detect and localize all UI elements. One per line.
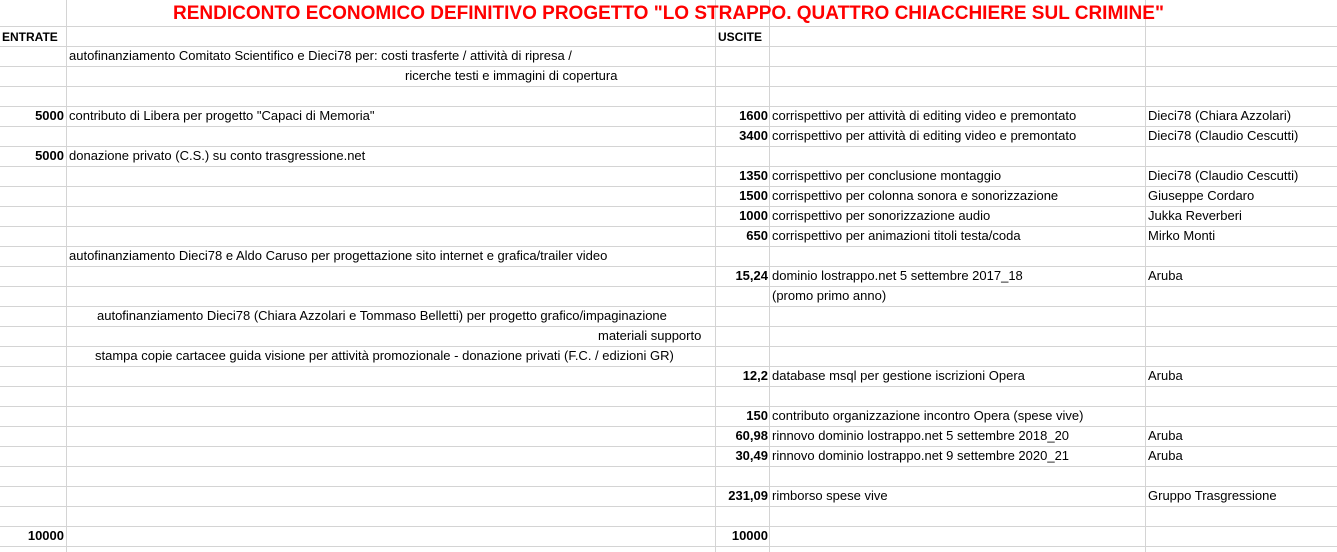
uscite-description: rinnovo dominio lostrappo.net 9 settembre 2020_21 (772, 448, 1070, 463)
grid-row-line (0, 66, 1337, 67)
grid-row-line (0, 426, 1337, 427)
uscite-amount: 3400 (739, 128, 768, 143)
grid-row-line (0, 26, 1337, 27)
uscite-recipient: Dieci78 (Claudio Cescutti) (1148, 168, 1299, 183)
entrate-description: autofinanziamento Comitato Scientifico e Dieci78 per: costi trasferte / attività di ripresa / (69, 48, 572, 63)
uscite-description: corrispettivo per colonna sonora e sonorizzazione (772, 188, 1059, 203)
grid-row-line (0, 366, 1337, 367)
uscite-recipient: Dieci78 (Claudio Cescutti) (1148, 128, 1299, 143)
uscite-recipient: Jukka Reverberi (1148, 208, 1242, 223)
grid-row-line (0, 386, 1337, 387)
uscite-amount: 1500 (739, 188, 768, 203)
uscite-recipient: Aruba (1148, 268, 1183, 283)
uscite-amount: 1600 (739, 108, 768, 123)
entrate-description: donazione privato (C.S.) su conto trasgressione.net (69, 148, 366, 163)
uscite-description: corrispettivo per animazioni titoli testa/coda (772, 228, 1021, 243)
uscite-amount: 15,24 (735, 268, 768, 283)
uscite-header: USCITE (718, 30, 763, 44)
grid-row-line (0, 226, 1337, 227)
grid-row-line (0, 546, 1337, 547)
entrate-description: autofinanziamento Dieci78 e Aldo Caruso per progettazione sito internet e grafica/trailer video (69, 248, 608, 263)
grid-row-line (0, 86, 1337, 87)
grid-row-line (0, 406, 1337, 407)
uscite-amount: 12,2 (742, 368, 768, 383)
grid-row-line (0, 186, 1337, 187)
uscite-recipient: Giuseppe Cordaro (1148, 188, 1255, 203)
grid-row-line (0, 126, 1337, 127)
uscite-recipient: Mirko Monti (1148, 228, 1216, 243)
entrate-description: ricerche testi e immagini di copertura (405, 68, 618, 83)
uscite-amount: 1000 (739, 208, 768, 223)
grid-row-line (0, 486, 1337, 487)
grid-column-line (769, 0, 770, 552)
grid-row-line (0, 446, 1337, 447)
uscite-recipient: Dieci78 (Chiara Azzolari) (1148, 108, 1292, 123)
uscite-description: (promo primo anno) (772, 288, 887, 303)
entrate-description: contributo di Libera per progetto "Capaci di Memoria" (69, 108, 375, 123)
grid-row-line (0, 266, 1337, 267)
entrate-total: 10000 (27, 528, 64, 543)
uscite-description: corrispettivo per attività di editing video e premontato (772, 128, 1077, 143)
uscite-amount: 1350 (739, 168, 768, 183)
grid-column-line (66, 0, 67, 552)
grid-row-line (0, 466, 1337, 467)
entrate-amount: 5000 (35, 148, 64, 163)
uscite-amount: 30,49 (735, 448, 768, 463)
grid-row-line (0, 286, 1337, 287)
uscite-description: rimborso spese vive (772, 488, 888, 503)
entrate-header: ENTRATE (2, 30, 58, 44)
uscite-amount: 650 (746, 228, 768, 243)
uscite-amount: 60,98 (735, 428, 768, 443)
uscite-description: database msql per gestione iscrizioni Opera (772, 368, 1025, 383)
entrate-description: stampa copie cartacee guida visione per attività promozionale - donazione privati (F.C. / edizioni GR) (95, 348, 674, 363)
uscite-amount: 150 (746, 408, 768, 423)
uscite-recipient: Gruppo Trasgressione (1148, 488, 1277, 503)
uscite-recipient: Aruba (1148, 428, 1183, 443)
entrate-description: autofinanziamento Dieci78 (Chiara Azzolari e Tommaso Belletti) per progetto grafico/impaginazione (97, 308, 667, 323)
grid-row-line (0, 206, 1337, 207)
uscite-description: corrispettivo per attività di editing video e premontato (772, 108, 1077, 123)
uscite-description: corrispettivo per conclusione montaggio (772, 168, 1002, 183)
uscite-total: 10000 (731, 528, 768, 543)
uscite-amount: 231,09 (728, 488, 768, 503)
grid-row-line (0, 166, 1337, 167)
grid-row-line (0, 506, 1337, 507)
uscite-description: contributo organizzazione incontro Opera (spese vive) (772, 408, 1084, 423)
grid-column-line (1145, 0, 1146, 552)
uscite-description: rinnovo dominio lostrappo.net 5 settembre 2018_20 (772, 428, 1070, 443)
uscite-description: corrispettivo per sonorizzazione audio (772, 208, 991, 223)
uscite-recipient: Aruba (1148, 368, 1183, 383)
entrate-amount: 5000 (35, 108, 64, 123)
grid-row-line (0, 526, 1337, 527)
sheet-title: RENDICONTO ECONOMICO DEFINITIVO PROGETTO "LO STRAPPO. QUATTRO CHIACCHIERE SUL CRIMINE" (173, 3, 1164, 24)
uscite-recipient: Aruba (1148, 448, 1183, 463)
uscite-description: dominio lostrappo.net 5 settembre 2017_18 (772, 268, 1023, 283)
entrate-description: materiali supporto (598, 328, 702, 343)
